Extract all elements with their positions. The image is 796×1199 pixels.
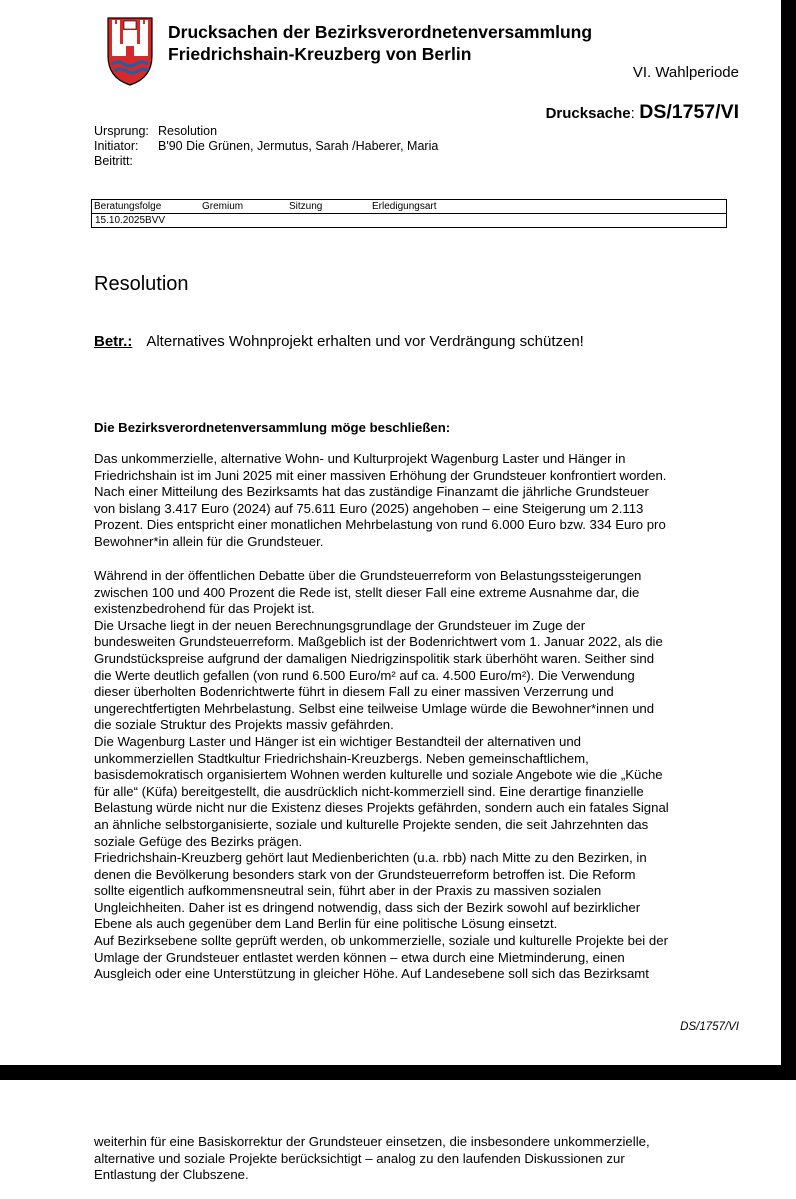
text-line: Auf Bezirksebene sollte geprüft werden, ob unkommerzielle, soziale und kulturelle Projekte bei der (94, 933, 668, 949)
text-line: ungerechtfertigten Mehrbelastung. Selbst eine teilweise Umlage würde die Bewohner*innen und (94, 700, 655, 716)
subject-label: Betr.: (94, 333, 133, 350)
election-period: VI. Wahlperiode (632, 64, 739, 81)
text-line: existenzbedrohend für das Projekt ist. (94, 601, 315, 617)
text-line: soziale Gefüge des Bezirks prägen. (94, 833, 303, 849)
meta-initiator (94, 139, 438, 154)
district-coat-of-arms-icon (106, 16, 154, 86)
footer-drucksache-number: DS/1757/VI (680, 1021, 739, 1033)
text-line: Ebene als auch gegenüber dem Land Berlin für eine politische Lösung einsetzt. (94, 916, 558, 932)
header-title: Drucksachen der Bezirksverordnetenversammlung (168, 22, 593, 42)
beratungsfolge-table (91, 199, 727, 228)
text-line: Die Wagenburg Laster und Hänger ist ein wichtiger Bestandteil der alternativen und (94, 733, 581, 749)
table-header: Sitzung (289, 201, 323, 212)
text-line: Umlage der Grundsteuer entlastet werden können – etwa durch eine Mietminderung, einen (94, 949, 625, 965)
beratungsfolge-row: 15.10.2025BVV (95, 215, 166, 226)
text-line: bundesweiten Grundsteuerreform. Maßgeblich ist der Bodenrichtwert vom 1. Januar 2022, als die (94, 634, 663, 650)
text-line: die Werte deutlich gefallen (von rund 6.500 Euro/m² auf ca. 4.500 Euro/m²). Die Verwendung (94, 667, 635, 683)
text-line: Das unkommerzielle, alternative Wohn- und Kulturprojekt Wagenburg Laster und Hänger in (94, 451, 626, 466)
ursprung-label: Ursprung: (94, 124, 149, 138)
paragraph-1 (94, 451, 734, 551)
text-line: Belastung würde nicht nur die Existenz dieses Projekts gefährden, sondern auch ein fatales Signal (94, 800, 669, 816)
subject-line (94, 333, 584, 351)
text-line: weiterhin für eine Basiskorrektur der Grundsteuer einsetzen, die insbesondere unkommerzielle, (94, 1134, 650, 1149)
text-line: von bislang 3.417 Euro (2024) auf 75.611 Euro (2025) angehoben – eine Steigerung um 2.113 (94, 500, 644, 516)
drucksache-label: Drucksache (545, 105, 631, 122)
text-line: Ungleichheiten. Daher ist es dringend notwendig, dass sich der Bezirk sowohl auf bezirklicher (94, 899, 641, 915)
subject-text: Alternatives Wohnprojekt erhalten und vor Verdrängung schützen! (146, 333, 584, 350)
text-line: Grundstückspreise aufgrund der damaligen Niedrigzinspolitik stark überhöht waren. Seither sind (94, 650, 655, 666)
text-line: Bewohner*in allein für die Grundsteuer. (94, 533, 324, 549)
table-header: Gremium (202, 201, 244, 212)
header-subtitle: Friedrichshain-Kreuzberg von Berlin (168, 44, 472, 64)
text-line: Entlastung der Clubszene. (94, 1167, 249, 1183)
table-header: Erledigungsart (372, 201, 437, 212)
resolution-intro: Die Bezirksverordnetenversammlung möge beschließen: (94, 420, 451, 435)
document-type: Resolution (94, 273, 189, 295)
text-line: sollte eigentlich aufkommensneutral sein, führt aber in der Praxis zu massiven sozialen (94, 883, 602, 899)
text-line: Ausgleich oder eine Unterstützung in gleicher Höhe. Auf Landesebene soll sich das Bezirksamt (94, 966, 649, 982)
text-line: an ähnliche selbstorganisierte, soziale und kulturelle Projekte senden, die seit Jahrzehnten das (94, 816, 649, 832)
beratungsfolge-header-row (92, 200, 726, 214)
text-line: unkommerziellen Stadtkultur Friedrichshain-Kreuzbergs. Neben gemeinschaftlichem, (94, 750, 589, 766)
drucksache-reference (546, 101, 739, 124)
text-line: denen die Bevölkerung besonders stark von der Grundsteuerreform betroffen ist. Die Reform (94, 866, 636, 882)
drucksache-colon: : (630, 105, 635, 122)
text-line: die soziale Struktur des Projekts massiv gefährden. (94, 717, 394, 733)
text-line: Friedrichshain ist im Juni 2025 mit einer massiven Erhöhung der Grundsteuer konfrontiert worden. (94, 467, 667, 483)
table-header: Beratungsfolge (94, 201, 162, 212)
paragraph-2 (94, 568, 734, 983)
drucksache-number: DS/1757/VI (639, 101, 739, 123)
text-line: alternative und soziale Projekte berücksichtigt – analog zu den laufenden Diskussionen zur (94, 1150, 625, 1166)
text-line: Während in der öffentlichen Debatte über die Grundsteuerreform von Belastungssteigerungen (94, 568, 642, 583)
text-line: zwischen 100 und 400 Prozent die Rede ist, stellt dieser Fall eine extreme Ausnahme dar, die (94, 584, 640, 600)
ursprung-value: Resolution (158, 124, 218, 138)
text-line: Friedrichshain-Kreuzberg gehört laut Medienberichten (u.a. rbb) nach Mitte zu den Bezirken, in (94, 850, 647, 866)
text-line: dieser überholten Bodenrichtwerte führt in diesem Fall zu einer massiven Verzerrung und (94, 684, 614, 700)
text-line: für alle“ (Küfa) bereitgestellt, die ausdrücklich nicht-kommerziell sind. Eine derartige finanzielle (94, 783, 644, 799)
continuation-text (94, 1134, 650, 1184)
meta-ursprung (94, 124, 217, 139)
meta-beitritt (94, 154, 158, 169)
text-line: basisdemokratisch organisiertem Wohnen werden kulturelle und soziale Angebote wie die „Küche (94, 767, 663, 783)
initiator-label: Initiator: (94, 139, 139, 153)
page2-edge (781, 1080, 796, 1199)
initiator-value: B'90 Die Grünen, Jermutus, Sarah /Haberer, Maria (158, 139, 439, 153)
text-line: Prozent. Dies entspricht einer monatlichen Mehrbelastung von rund 6.000 Euro bzw. 334 Euro pro (94, 517, 666, 533)
text-line: Die Ursache liegt in der neuen Berechnungsgrundlage der Grundsteuer im Zuge der (94, 617, 586, 633)
beitritt-label: Beitritt: (94, 154, 133, 168)
page-separator (0, 1065, 796, 1080)
text-line: Nach einer Mitteilung des Bezirksamts hat das zuständige Finanzamt die jährliche Grundsteuer (94, 484, 649, 500)
page-edge (781, 0, 796, 1080)
